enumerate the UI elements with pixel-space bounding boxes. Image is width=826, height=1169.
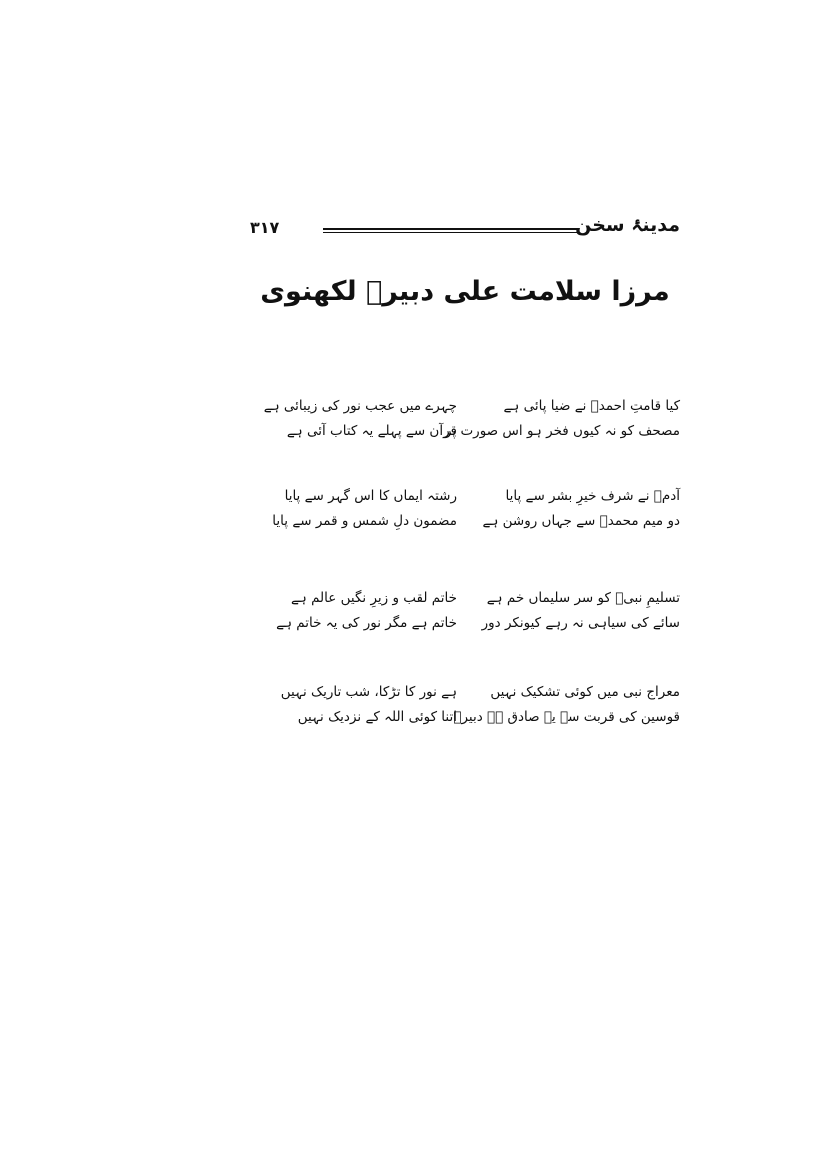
verse-line: رشتہ ایماں کا اس گہر سے پایا: [284, 488, 457, 504]
verse-line: ہے نور کا تڑکا، شب تاریک نہیں: [280, 684, 457, 700]
stanza-4: [250, 682, 680, 738]
verse-line: معراج نبی میں کوئی تشکیک نہیں: [490, 684, 680, 700]
verse-line: خاتم ہے مگر نور کی یہ خاتم ہے: [276, 615, 457, 631]
page-header: [250, 214, 680, 248]
verse-line: قوسین کی قربت سے یہ صادق ہے دبیرؔ: [453, 709, 680, 725]
poet-title: مرزا سلامت علی دبیرؔ لکھنوی: [260, 276, 670, 307]
verse-line: خاتم لقب و زیرِ نگیں عالم ہے: [290, 590, 457, 606]
verse-line: دو میم محمدؐ سے جہاں روشن ہے: [482, 513, 680, 529]
verse-line: قرآن سے پہلے یہ کتاب آئی ہے: [286, 423, 457, 439]
page-number: ۳۱۷: [250, 218, 280, 237]
verse-line: مصحف کو نہ کیوں فخر ہو اس صورت پر: [444, 423, 680, 439]
verse-line: چہرے میں عجب نور کی زیبائی ہے: [263, 398, 457, 414]
running-book-title: مدینۂ سخن: [575, 214, 680, 236]
stanza-2: [250, 486, 680, 542]
stanza-1: [250, 396, 680, 452]
verse-line: سائے کی سیاہی نہ رہے کیونکر دور: [481, 615, 680, 631]
header-double-rule: [323, 228, 579, 233]
verse-line: کیا قامتِ احمدؐ نے ضیا پائی ہے: [503, 398, 680, 414]
stanza-3: [250, 588, 680, 644]
verse-line: آدمؑ نے شرف خیرِ بشر سے پایا: [505, 488, 680, 504]
verse-line: مضمون دلِ شمس و قمر سے پایا: [272, 513, 457, 529]
verse-line: تسلیمِ نبیؐ کو سر سلیماں خم ہے: [486, 590, 680, 606]
verse-line: اتنا کوئی اللہ کے نزدیک نہیں: [297, 709, 457, 725]
